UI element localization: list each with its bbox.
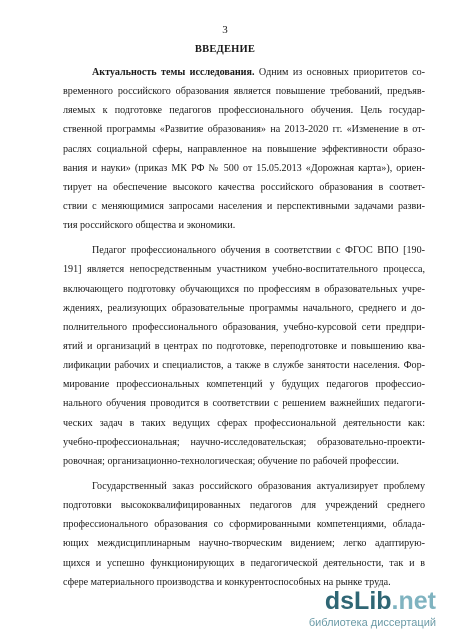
text-line: раслях социальной сферы, направленное на повышение эффективности образо- [63, 143, 425, 155]
body-text [63, 63, 425, 592]
section-heading: ВВЕДЕНИЕ [194, 44, 256, 55]
text-line: тирует на обеспечение высокого качества российского образования в соответ- [63, 181, 425, 193]
text-line: мирование профессиональных компетенций у будущих педагогов профессио- [63, 379, 425, 391]
text-line: подготовки высококвалифицированных педагогов для учреждений среднего [63, 500, 425, 512]
text-line: временного российского образования является повышение требований, предъяв- [63, 86, 425, 98]
text-line: ющих междисциплинарным научно-творческим видением; легко адаптирую- [63, 538, 425, 550]
text-line: Актуальность темы исследования. Одним из основных приоритетов со- [92, 67, 425, 78]
text-line: включающего подготовку обучающихся по профессиям в образовательных учре- [63, 283, 425, 295]
text-line: нального обучения проводится в соответствии с решением важнейших педагоги- [63, 398, 425, 410]
text-line: ческих задач в таких ведущих сферах профессиональной деятельности как: [63, 417, 425, 429]
text-line: Государственный заказ российского образования актуализирует проблему [92, 480, 425, 492]
watermark-subtitle: библиотека диссертаций [308, 617, 436, 629]
text-line: 191] является непосредственным участником учебно-воспитательного процесса, [63, 264, 425, 276]
text-line: учебно-профессиональная; научно-исследовательская; образовательно-проекти- [63, 436, 425, 448]
text-line: ствии с меняющимися запросами населения и перспективными задачами разви- [63, 200, 425, 212]
text-line: вания и науки» (приказ МК РФ № 500 от 15.05.2013 «Дорожная карта»), ориен- [63, 162, 425, 174]
text-line: профессионального образования со сформированными компетенциями, облада- [63, 519, 425, 531]
text-line: тия российского общества и экономики. [63, 220, 236, 232]
text-line: ляемых к подготовке педагогов профессионального обучения. Цель государ- [63, 105, 425, 117]
text-line: Педагог профессионального обучения в соответствии с ФГОС ВПО [190- [92, 245, 425, 257]
text-line: ственной программы «Развитие образования» на 2013-2020 гг. «Изменение в от- [63, 124, 425, 136]
text-line: ждениях, реализующих образовательные программы начального, среднего и до- [63, 302, 425, 314]
watermark [262, 586, 442, 632]
text-line: ятий и организаций в центрах по подготовке, переподготовке и повышению ква- [63, 340, 425, 352]
text-line: сфере материального производства и конкурентоспособных на рынке труда. [63, 576, 391, 588]
text-line: лификации рабочих и специалистов, а также в службе занятости населения. Фор- [63, 360, 425, 372]
text-line: полнительного профессионального образования, учебно-курсовой сети предпри- [63, 321, 425, 333]
text-line: щихся и успешно функционирующих в педагогической деятельности, так и в [63, 557, 425, 569]
watermark-logo: dsLib.net [324, 587, 436, 615]
lead-phrase: Актуальность темы исследования. [92, 67, 255, 78]
text-line: ровочная; организационно-технологическая; обучение по рабочей профессии. [63, 455, 399, 467]
page-number: 3 [222, 24, 228, 36]
